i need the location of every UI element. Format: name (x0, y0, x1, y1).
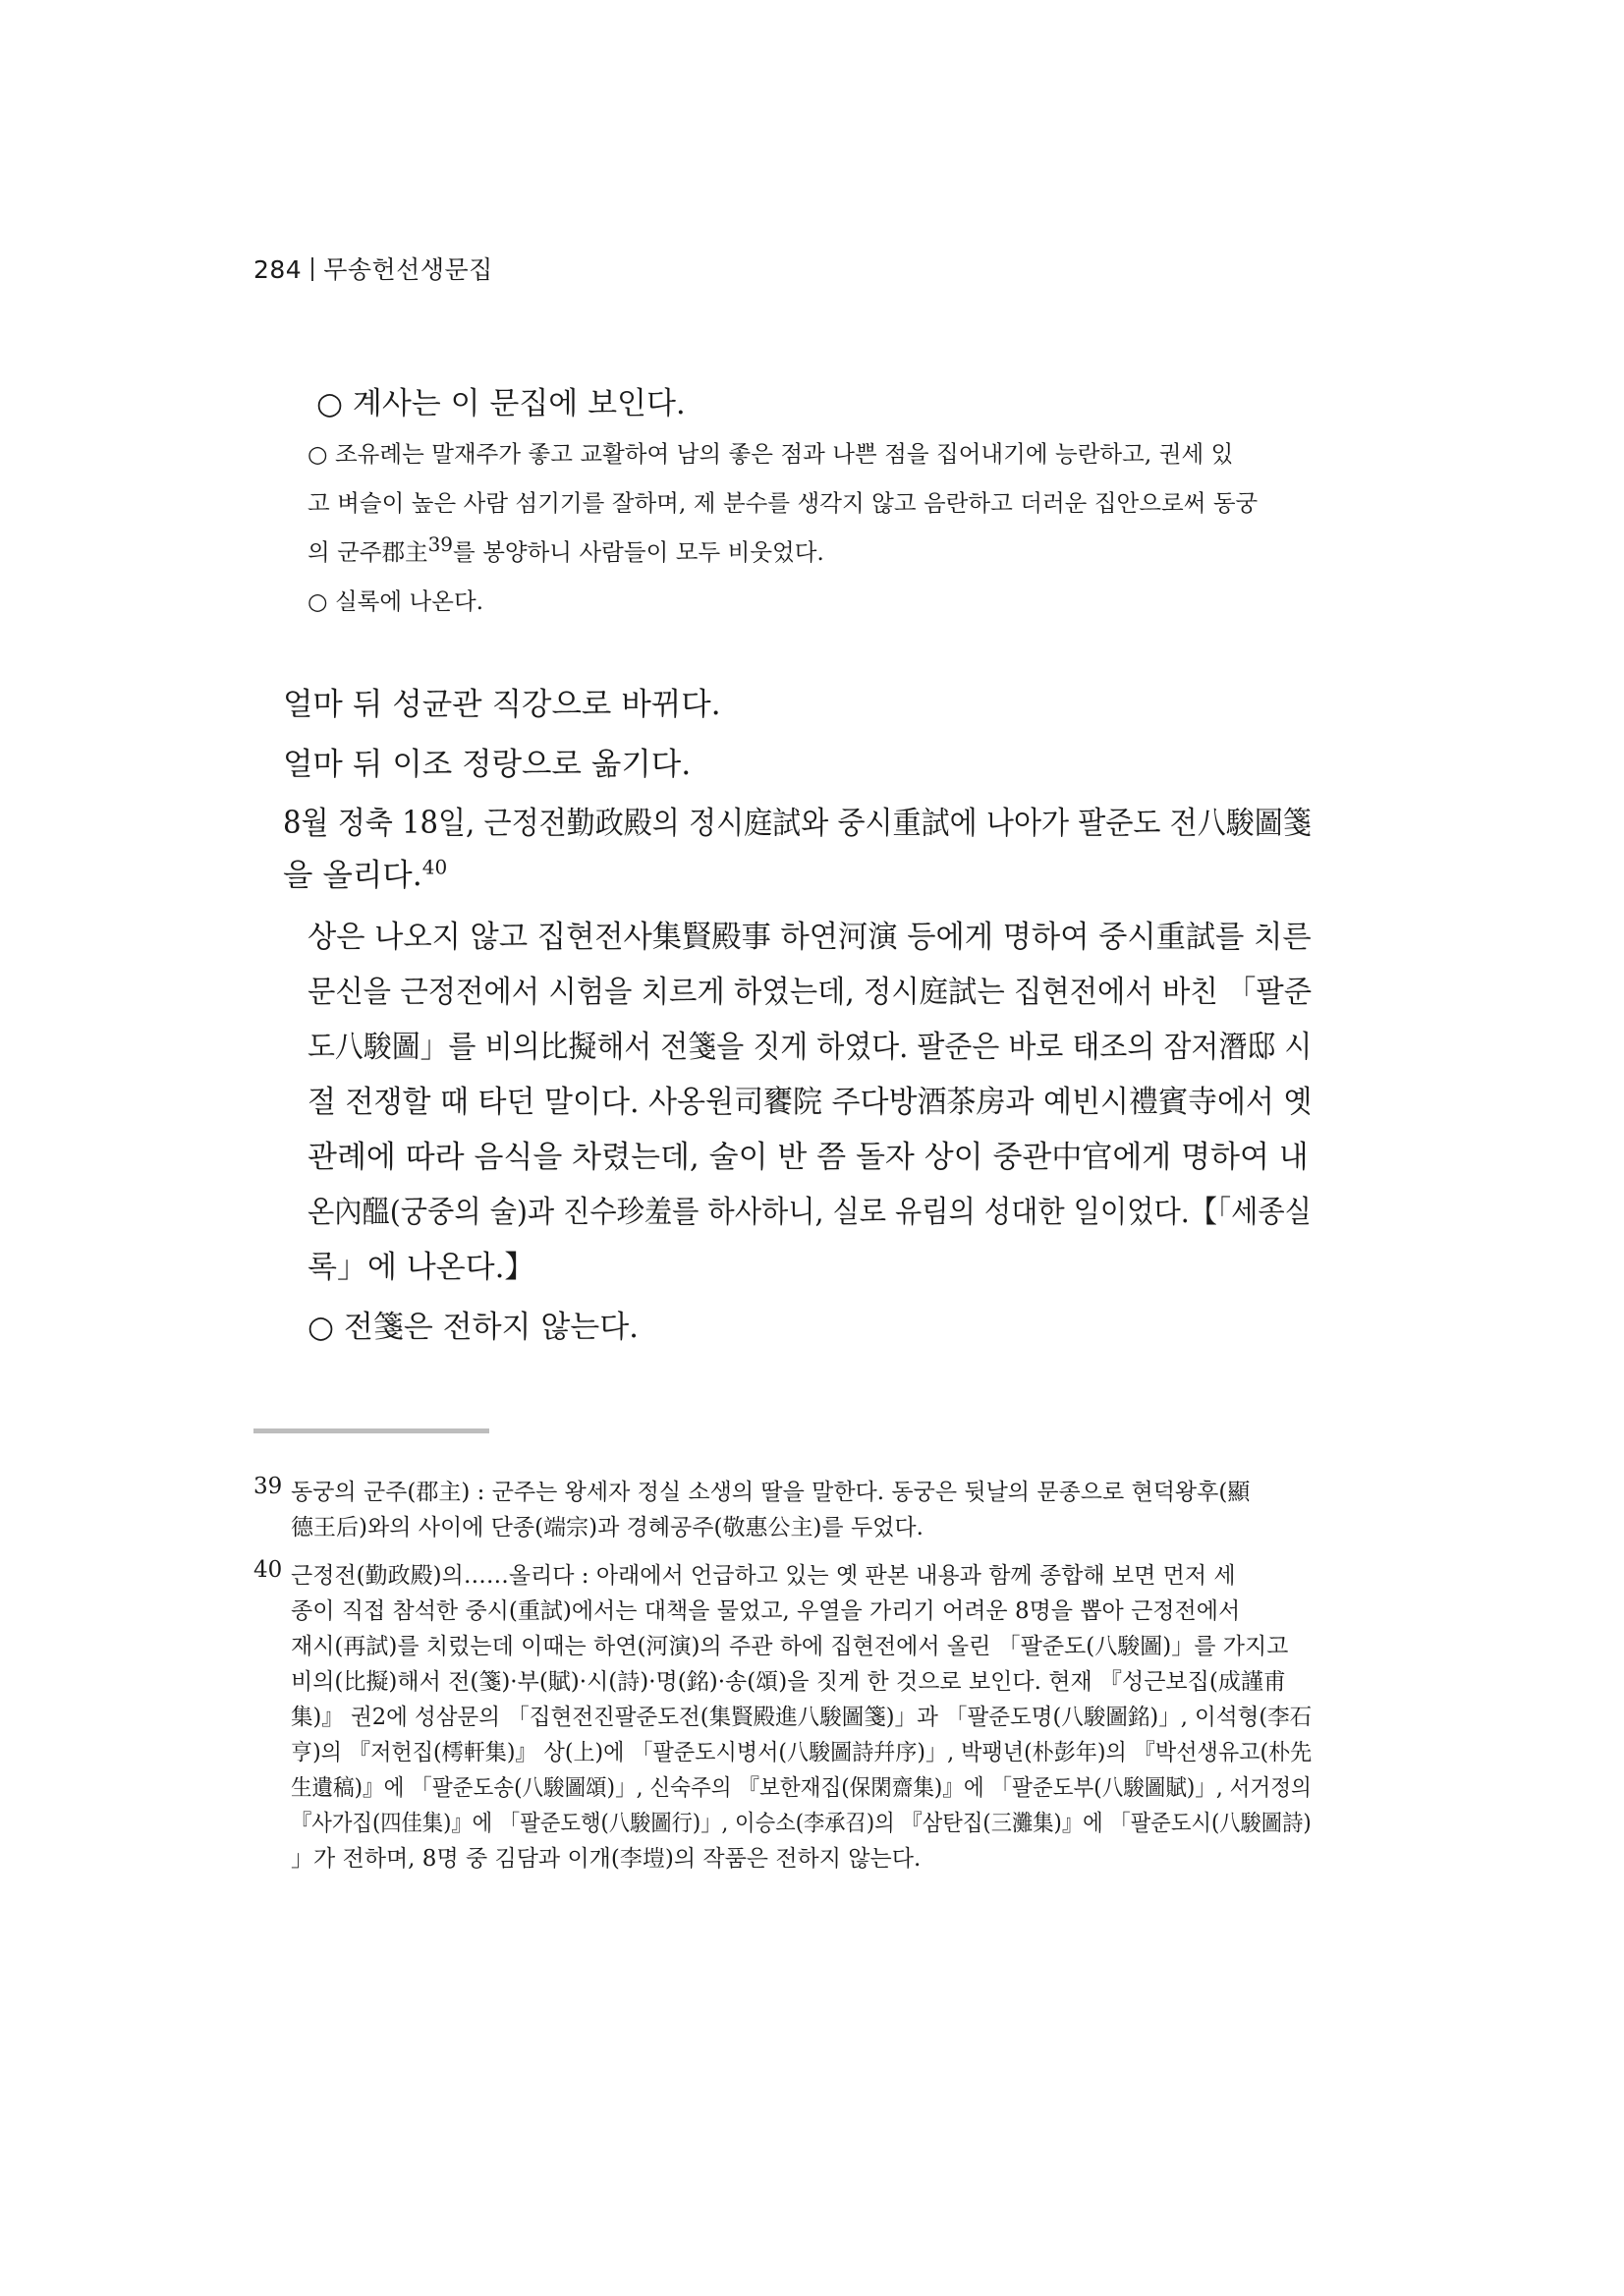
footnote-line: 동궁의 군주(郡主) : 군주는 왕세자 정실 소생의 딸을 말한다. 동궁은 뒷날의 문종으로 현덕왕후(顯 (291, 1480, 1251, 1505)
paragraph-line: ○ 전箋은 전하지 않는다. (308, 1310, 640, 1345)
footnote-divider (253, 1428, 489, 1433)
note-line: 고 벼슬이 높은 사람 섬기기를 잘하며, 제 분수를 생각지 않고 음란하고 더러운 집안으로써 동궁 (308, 489, 1259, 517)
footnote-number: 39 (253, 1474, 283, 1499)
paragraph-line: 절 전쟁할 때 타던 말이다. 사옹원司饔院 주다방酒茶房과 예빈시禮賓寺에서 옛 (308, 1085, 1313, 1120)
footnote-line: 비의(比擬)해서 전(箋)·부(賦)·시(詩)·명(銘)·송(頌)을 짓게 한 것으로 보인다. 현재 『성근보집(成謹甫 (291, 1669, 1286, 1695)
body-line: 얼마 뒤 성균관 직강으로 바뀌다. (283, 687, 721, 722)
paragraph-line: 관례에 따라 음식을 차렸는데, 술이 반 쯤 돌자 상이 중관中官에게 명하여 내 (308, 1140, 1309, 1175)
footnote-ref-39[interactable]: 39 (427, 532, 454, 557)
running-header (253, 251, 493, 286)
paragraph-line: 록」에 나온다.】 (308, 1250, 535, 1285)
footnote-number: 40 (253, 1557, 283, 1583)
note-text: 의 군주郡主 (308, 538, 428, 566)
note-line: ○ 계사는 이 문집에 보인다. (316, 386, 686, 421)
paragraph-line: 온內醞(궁중의 술)과 진수珍羞를 하사하니, 실로 유림의 성대한 일이었다.【「세종실 (308, 1195, 1312, 1230)
header-divider (311, 257, 313, 281)
body-line: 8월 정축 18일, 근정전勤政殿의 정시庭試와 중시重試에 나아가 팔준도 전八駿圖箋 (283, 806, 1312, 841)
footnote-ref-40[interactable]: 40 (421, 855, 448, 879)
footnote-line: 종이 직접 참석한 중시(重試)에서는 대책을 물었고, 우열을 가리기 어려운 8명을 뽑아 근정전에서 (291, 1598, 1241, 1624)
book-title: 무송헌선생문집 (323, 255, 493, 284)
footnote-line: 『사가집(四佳集)』에 「팔준도행(八駿圖行)」, 이승소(李承召)의 『삼탄집(三灘集)』에 「팔준도시(八駿圖詩) (291, 1811, 1312, 1836)
paragraph-line: 도八駿圖」를 비의比擬해서 전箋을 짓게 하였다. 팔준은 바로 태조의 잠저潛邸 시 (308, 1030, 1313, 1065)
note-line: ○ 조유례는 말재주가 좋고 교활하여 남의 좋은 점과 나쁜 점을 집어내기에 능란하고, 권세 있 (308, 440, 1234, 468)
footnote-line: 근정전(勤政殿)의……올리다 : 아래에서 언급하고 있는 옛 판본 내용과 함께 종합해 보면 먼저 세 (291, 1563, 1236, 1589)
footnote-line: 德王后)와의 사이에 단종(端宗)과 경혜공주(敬惠公主)를 두었다. (291, 1515, 924, 1540)
footnote-line: 재시(再試)를 치렀는데 이때는 하연(河演)의 주관 하에 집현전에서 올린 「팔준도(八駿圖)」를 가지고 (291, 1634, 1289, 1659)
body-line (283, 851, 447, 895)
note-text: 를 봉양하니 사람들이 모두 비웃었다. (453, 538, 824, 566)
note-line (308, 533, 824, 567)
note-line: ○ 실록에 나온다. (308, 588, 484, 615)
body-text: 을 올리다. (283, 858, 422, 893)
paragraph-line: 상은 나오지 않고 집현전사集賢殿事 하연河演 등에게 명하여 중시重試를 치른 (308, 920, 1312, 955)
footnote-line: 」가 전하며, 8명 중 김담과 이개(李塏)의 작품은 전하지 않는다. (291, 1846, 922, 1872)
body-line: 얼마 뒤 이조 정랑으로 옮기다. (283, 747, 692, 782)
footnote-line: 生遺稿)』에 「팔준도송(八駿圖頌)」, 신숙주의 『보한재집(保閑齋集)』에 「팔준도부(八駿圖賦)」, 서거정의 (291, 1775, 1312, 1801)
footnote-line: 集)』 권2에 성삼문의 「집현전진팔준도전(集賢殿進八駿圖箋)」과 「팔준도명(八駿圖銘)」, 이석형(李石 (291, 1705, 1313, 1730)
page-number: 284 (253, 255, 303, 284)
paragraph-line: 문신을 근정전에서 시험을 치르게 하였는데, 정시庭試는 집현전에서 바친 「팔준 (308, 975, 1313, 1010)
footnote-line: 亨)의 『저헌집(樗軒集)』 상(上)에 「팔준도시병서(八駿圖詩幷序)」, 박팽년(朴彭年)의 『박선생유고(朴先 (291, 1740, 1313, 1765)
